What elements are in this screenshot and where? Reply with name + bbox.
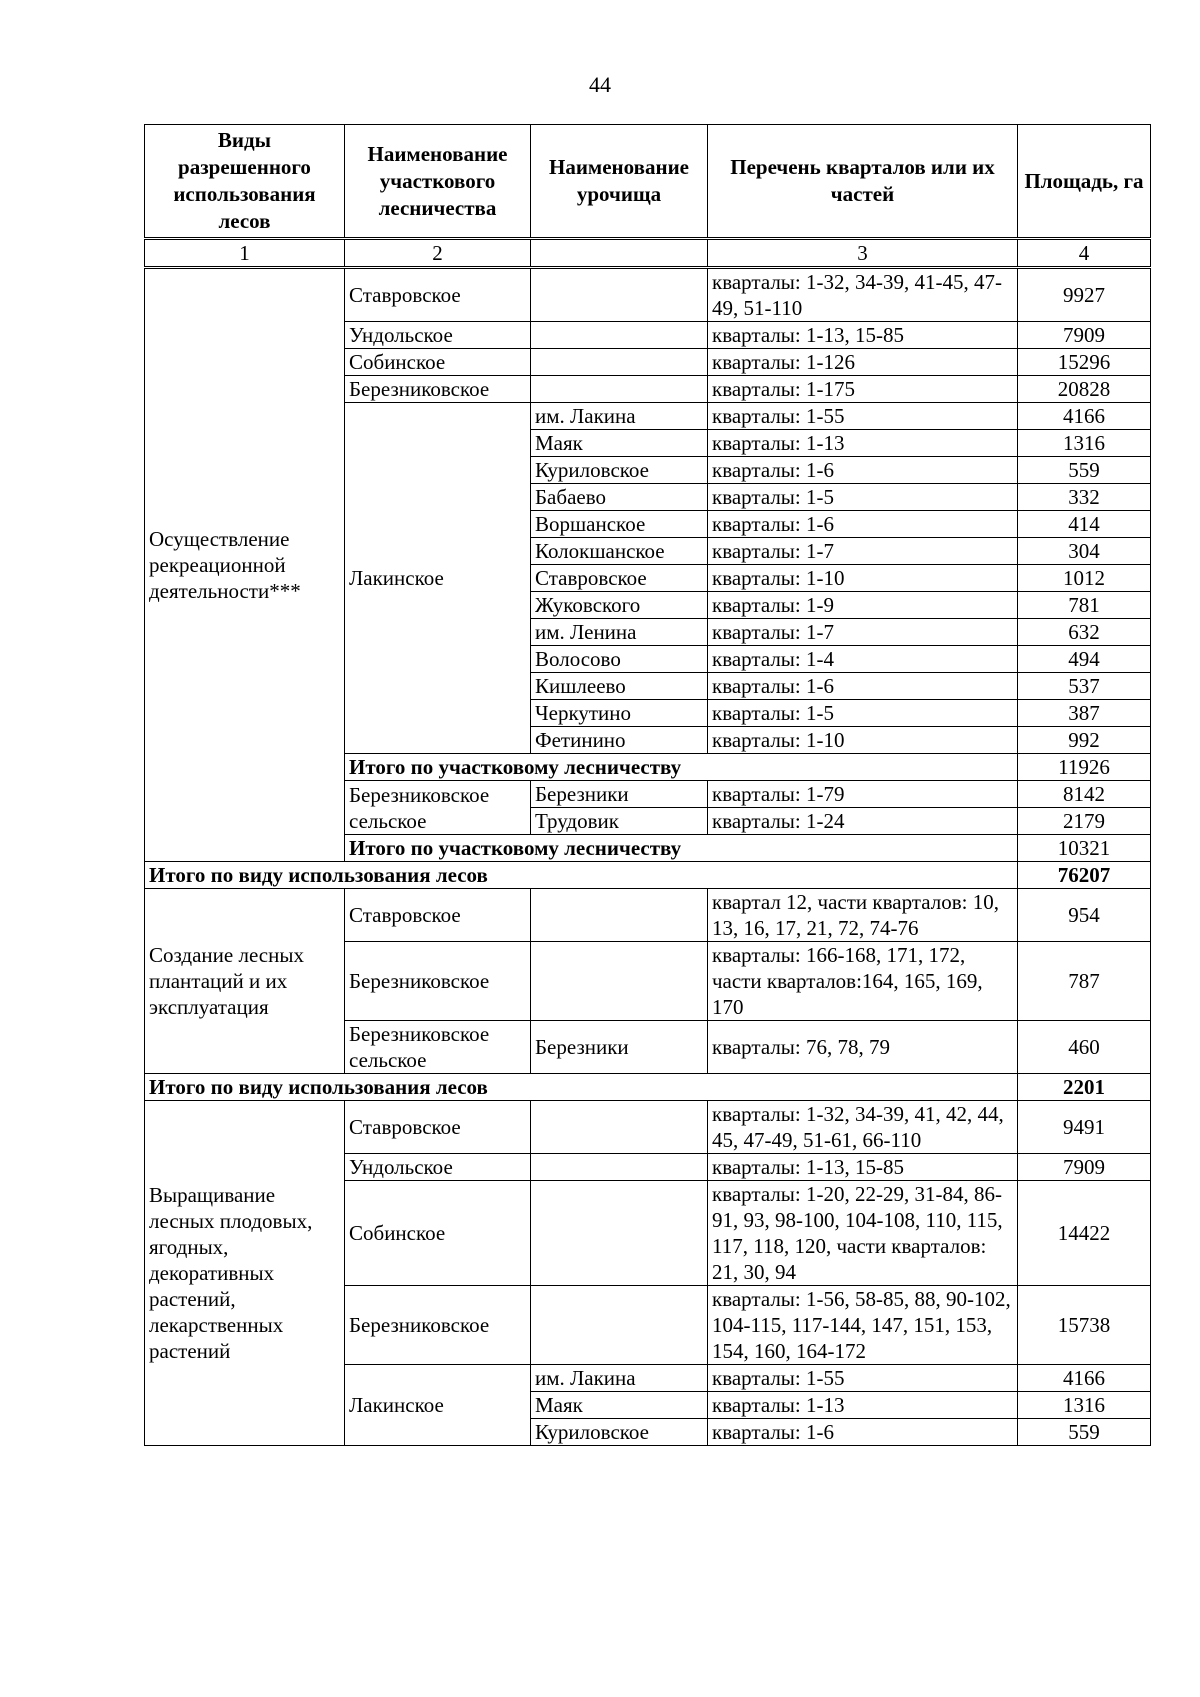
area-cell: 559 bbox=[1018, 1419, 1151, 1446]
area-cell: 954 bbox=[1018, 889, 1151, 942]
use-total-area: 76207 bbox=[1018, 862, 1151, 889]
area-cell: 387 bbox=[1018, 700, 1151, 727]
column-number: 1 bbox=[145, 239, 345, 268]
header-use-type: Виды разрешенного использования лесов bbox=[145, 125, 345, 239]
quarters-cell: кварталы: 1-79 bbox=[708, 781, 1018, 808]
quarters-cell: кварталы: 76, 78, 79 bbox=[708, 1021, 1018, 1074]
tract-cell bbox=[531, 376, 708, 403]
tract-cell: Волосово bbox=[531, 646, 708, 673]
area-cell: 15738 bbox=[1018, 1286, 1151, 1365]
use-total-area: 2201 bbox=[1018, 1074, 1151, 1101]
tract-cell: им. Лакина bbox=[531, 1365, 708, 1392]
use-total-label: Итого по виду использования лесов bbox=[145, 1074, 1018, 1101]
quarters-cell: кварталы: 1-10 bbox=[708, 565, 1018, 592]
table-header-row bbox=[145, 125, 1151, 239]
quarters-cell: кварталы: 1-55 bbox=[708, 1365, 1018, 1392]
forestry-total-label: Итого по участковому лесничеству bbox=[345, 835, 1018, 862]
quarters-cell: кварталы: 1-55 bbox=[708, 403, 1018, 430]
use-type-cell: Осуществление рекреационной деятельности*** bbox=[145, 268, 345, 862]
forestry-cell: Березниковское сельское bbox=[345, 1021, 531, 1074]
quarters-cell: кварталы: 1-7 bbox=[708, 538, 1018, 565]
area-cell: 494 bbox=[1018, 646, 1151, 673]
area-cell: 992 bbox=[1018, 727, 1151, 754]
forestry-cell: Собинское bbox=[345, 349, 531, 376]
forestry-cell: Ставровское bbox=[345, 268, 531, 322]
quarters-cell: кварталы: 1-6 bbox=[708, 511, 1018, 538]
area-cell: 15296 bbox=[1018, 349, 1151, 376]
forestry-cell: Березниковское сельское bbox=[345, 781, 531, 835]
area-cell: 1012 bbox=[1018, 565, 1151, 592]
tract-cell: Черкутино bbox=[531, 700, 708, 727]
quarters-cell: кварталы: 1-5 bbox=[708, 700, 1018, 727]
quarters-cell: кварталы: 1-13, 15-85 bbox=[708, 322, 1018, 349]
tract-cell bbox=[531, 889, 708, 942]
tract-cell bbox=[531, 1181, 708, 1286]
column-number: 2 bbox=[345, 239, 531, 268]
quarters-cell: кварталы: 1-126 bbox=[708, 349, 1018, 376]
quarters-cell: кварталы: 1-4 bbox=[708, 646, 1018, 673]
quarters-cell: кварталы: 1-13 bbox=[708, 1392, 1018, 1419]
forestry-cell: Лакинское bbox=[345, 403, 531, 754]
area-cell: 20828 bbox=[1018, 376, 1151, 403]
tract-cell: Ставровское bbox=[531, 565, 708, 592]
use-total-row bbox=[145, 862, 1151, 889]
use-type-cell: Выращивание лесных плодовых, ягодных, декоративных растений, лекарственных растений bbox=[145, 1101, 345, 1446]
tract-cell bbox=[531, 322, 708, 349]
tract-cell: Воршанское bbox=[531, 511, 708, 538]
area-cell: 4166 bbox=[1018, 403, 1151, 430]
use-type-cell: Создание лесных плантаций и их эксплуатация bbox=[145, 889, 345, 1074]
area-cell: 14422 bbox=[1018, 1181, 1151, 1286]
tract-cell: им. Лакина bbox=[531, 403, 708, 430]
page-number: 44 bbox=[589, 72, 611, 97]
area-cell: 1316 bbox=[1018, 1392, 1151, 1419]
area-cell: 559 bbox=[1018, 457, 1151, 484]
quarters-cell: кварталы: 1-175 bbox=[708, 376, 1018, 403]
area-cell: 7909 bbox=[1018, 322, 1151, 349]
quarters-cell: кварталы: 1-32, 34-39, 41-45, 47-49, 51-110 bbox=[708, 268, 1018, 322]
quarters-cell: кварталы: 1-10 bbox=[708, 727, 1018, 754]
quarters-cell: кварталы: 1-7 bbox=[708, 619, 1018, 646]
forestry-cell: Березниковское bbox=[345, 942, 531, 1021]
quarters-cell: квартал 12, части кварталов: 10, 13, 16, 17, 21, 72, 74-76 bbox=[708, 889, 1018, 942]
forestry-total-label: Итого по участковому лесничеству bbox=[345, 754, 1018, 781]
tract-cell: Колокшанское bbox=[531, 538, 708, 565]
area-cell: 9491 bbox=[1018, 1101, 1151, 1154]
column-number: 4 bbox=[1018, 239, 1151, 268]
area-cell: 8142 bbox=[1018, 781, 1151, 808]
table-row bbox=[145, 889, 1151, 942]
forestry-cell: Ставровское bbox=[345, 889, 531, 942]
quarters-cell: кварталы: 1-6 bbox=[708, 673, 1018, 700]
area-cell: 460 bbox=[1018, 1021, 1151, 1074]
table-row bbox=[145, 1101, 1151, 1154]
tract-cell: Кишлеево bbox=[531, 673, 708, 700]
area-cell: 9927 bbox=[1018, 268, 1151, 322]
tract-cell: им. Ленина bbox=[531, 619, 708, 646]
tract-cell bbox=[531, 349, 708, 376]
tract-cell: Фетинино bbox=[531, 727, 708, 754]
quarters-cell: кварталы: 1-5 bbox=[708, 484, 1018, 511]
forest-use-table bbox=[144, 124, 1151, 1446]
tract-cell: Березники bbox=[531, 1021, 708, 1074]
tract-cell bbox=[531, 268, 708, 322]
area-cell: 4166 bbox=[1018, 1365, 1151, 1392]
forestry-cell: Лакинское bbox=[345, 1365, 531, 1446]
forestry-cell: Ундольское bbox=[345, 1154, 531, 1181]
area-cell: 781 bbox=[1018, 592, 1151, 619]
quarters-cell: кварталы: 1-6 bbox=[708, 457, 1018, 484]
tract-cell bbox=[531, 942, 708, 1021]
column-numbers-row bbox=[145, 239, 1151, 268]
tract-cell: Березники bbox=[531, 781, 708, 808]
header-area: Площадь, га bbox=[1018, 125, 1151, 239]
table-row bbox=[145, 268, 1151, 322]
quarters-cell: кварталы: 1-24 bbox=[708, 808, 1018, 835]
forestry-cell: Березниковское bbox=[345, 1286, 531, 1365]
area-cell: 537 bbox=[1018, 673, 1151, 700]
tract-cell bbox=[531, 1101, 708, 1154]
tract-cell bbox=[531, 1286, 708, 1365]
quarters-cell: кварталы: 166-168, 171, 172, части кварталов:164, 165, 169, 170 bbox=[708, 942, 1018, 1021]
header-tract: Наименование урочища bbox=[531, 125, 708, 239]
tract-cell: Куриловское bbox=[531, 457, 708, 484]
quarters-cell: кварталы: 1-56, 58-85, 88, 90-102, 104-115, 117-144, 147, 151, 153, 154, 160, 164-172 bbox=[708, 1286, 1018, 1365]
header-quarters: Перечень кварталов или их частей bbox=[708, 125, 1018, 239]
forestry-cell: Березниковское bbox=[345, 376, 531, 403]
quarters-cell: кварталы: 1-9 bbox=[708, 592, 1018, 619]
tract-cell: Маяк bbox=[531, 1392, 708, 1419]
area-cell: 332 bbox=[1018, 484, 1151, 511]
forestry-total-area: 11926 bbox=[1018, 754, 1151, 781]
area-cell: 632 bbox=[1018, 619, 1151, 646]
quarters-cell: кварталы: 1-13 bbox=[708, 430, 1018, 457]
area-cell: 7909 bbox=[1018, 1154, 1151, 1181]
quarters-cell: кварталы: 1-20, 22-29, 31-84, 86-91, 93, 98-100, 104-108, 110, 115, 117, 118, 120, части кварталов: 21, 30, 94 bbox=[708, 1181, 1018, 1286]
tract-cell: Бабаево bbox=[531, 484, 708, 511]
use-total-row bbox=[145, 1074, 1151, 1101]
header-forestry: Наименование участкового лесничества bbox=[345, 125, 531, 239]
tract-cell: Маяк bbox=[531, 430, 708, 457]
area-cell: 1316 bbox=[1018, 430, 1151, 457]
column-number: 3 bbox=[708, 239, 1018, 268]
forestry-cell: Ставровское bbox=[345, 1101, 531, 1154]
tract-cell: Куриловское bbox=[531, 1419, 708, 1446]
quarters-cell: кварталы: 1-32, 34-39, 41, 42, 44, 45, 47-49, 51-61, 66-110 bbox=[708, 1101, 1018, 1154]
forestry-cell: Собинское bbox=[345, 1181, 531, 1286]
area-cell: 414 bbox=[1018, 511, 1151, 538]
area-cell: 787 bbox=[1018, 942, 1151, 1021]
use-total-label: Итого по виду использования лесов bbox=[145, 862, 1018, 889]
quarters-cell: кварталы: 1-6 bbox=[708, 1419, 1018, 1446]
area-cell: 304 bbox=[1018, 538, 1151, 565]
tract-cell: Трудовик bbox=[531, 808, 708, 835]
tract-cell bbox=[531, 1154, 708, 1181]
quarters-cell: кварталы: 1-13, 15-85 bbox=[708, 1154, 1018, 1181]
forestry-total-area: 10321 bbox=[1018, 835, 1151, 862]
forestry-cell: Ундольское bbox=[345, 322, 531, 349]
tract-cell: Жуковского bbox=[531, 592, 708, 619]
area-cell: 2179 bbox=[1018, 808, 1151, 835]
column-number bbox=[531, 239, 708, 268]
